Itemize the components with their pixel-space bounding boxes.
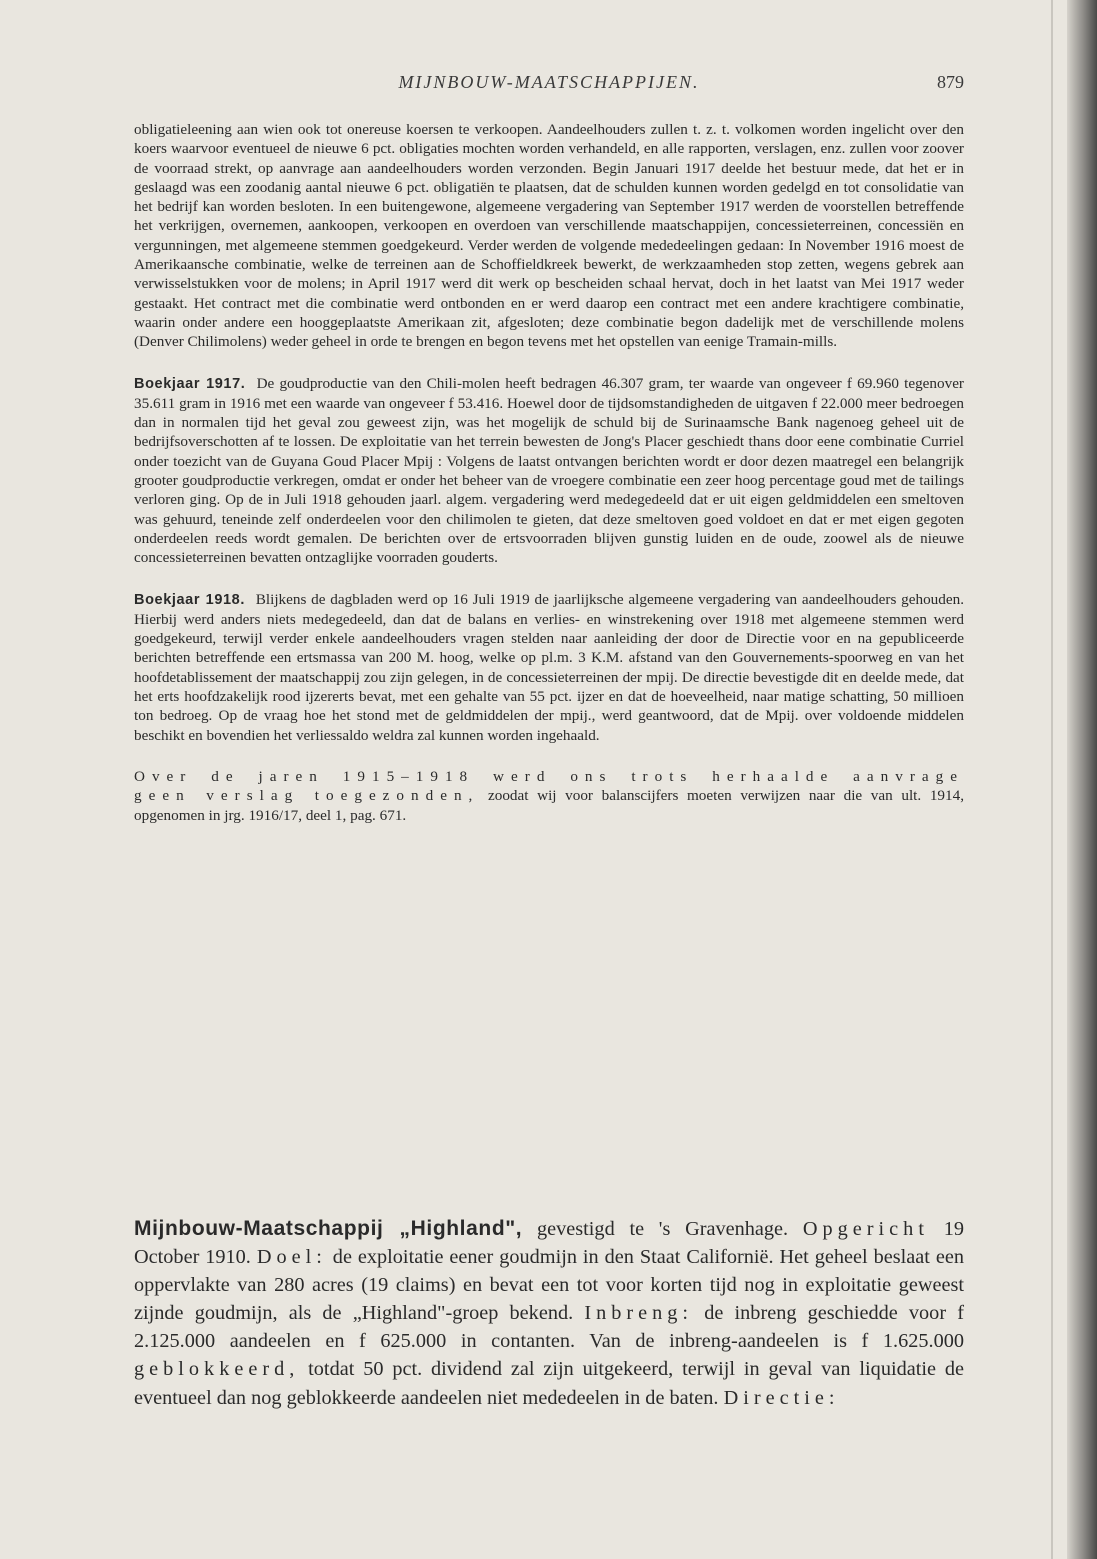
geblokkeerd-text: totdat 50 pct. dividend zal zijn uitgekeerd, terwijl in geval van liquidatie de eventueel dan nog geblokkeerde aandeelen niet mededeelen in de baten. — [134, 1358, 964, 1409]
opgericht-label: Opgericht — [802, 1218, 929, 1240]
page-edge-shadow — [1067, 0, 1097, 1559]
boekjaar-1917-heading: Boekjaar 1917. — [134, 375, 246, 392]
doel-label: Doel: — [256, 1246, 327, 1269]
running-title: MIJNBOUW-MAATSCHAPPIJEN. — [398, 72, 700, 92]
page-header — [134, 72, 964, 102]
closing-note-spaced: Over de jaren 1915–1918 werd ons trots herhaalde aanvrage geen verslag toegezonden, — [134, 767, 964, 805]
closing-note-rest: zoodat wij voor balanscijfers moeten verwijzen naar die van ult. 1914, opgenomen in jrg. 1916/17, deel 1, pag. 671. — [134, 787, 964, 824]
company-entry — [134, 1215, 964, 1412]
doel-text: de exploitatie eener goudmijn in den Staat Californië. Het geheel beslaat een oppervlakte van 280 acres (19 claims) en bevat een tot voor korten tijd nog in exploitatie geweest zijnde goudmijn, als de „Highland"-groep bekend. — [134, 1246, 964, 1325]
boekjaar-1917-text: De goudproductie van den Chili-molen heeft bedragen 46.307 gram, ter waarde van ongeveer f 69.960 tegenover 35.611 gram in 1916 met een waarde van ongeveer f 53.416. Hoewel door de tijdsomstandigheden de uitgaven f 22.000 meer bedroegen dan in normalen tijd het geval zou geweest zijn, was het mogelijk de schuld bij de Surinaamsche Bank nagenoeg geheel uit de bedrijfsoverschotten af te lossen. De exploitatie van het terrein bewesten de Jong's Placer geschiedt thans door eene combinatie Curriel onder toezicht van de Guyana Goud Placer Mpij : Volgens de laatst ontvangen berichten wordt er door dezen maatregel een belangrijk grooter goudproductie verkregen, omdat er onder het beheer van de vroegere combinatie een zeer hoog percentage goud met de tailings verloren ging. Op de in Juli 1918 gehouden jaarl. algem. vergadering werd medegedeeld dat er uit eigen geldmiddelen een smeltoven was gehuurd, teneinde zelf onderdeelen voor den chilimolen te gieten, dat deze smeltoven goed voldoet en dat er met eigen gegoten onderdeelen reeds wordt gemalen. De berichten over de ertsvoorraden blijven gunstig luiden en de oude, zoowel als de nieuwe concessieterreinen bevatten ontzaglijke voorraden gouderts. — [134, 374, 964, 567]
inbreng-label: Inbreng: — [584, 1302, 694, 1325]
company-location: gevestigd te 's Gravenhage. — [522, 1218, 803, 1240]
geblokkeerd-label: geblokkeerd, — [134, 1358, 300, 1381]
boekjaar-1917-paragraph — [134, 374, 964, 568]
boekjaar-1918-text: Blijkens de dagbladen werd op 16 Juli 1919 de jaarlijksche algemeene vergadering van aandeelhouders gehouden. Hierbij werd anders niets medegedeeld, dan dat de balans en verlies- en winstrekening over 1918 met algemeene stemmen werd goedgekeurd, terwijl verder enkele aandeelhouders vragen stelden naar aanleiding der door de Directie voor en na gepubliceerde berichten betreffende een ertsmassa van 200 M. hoog, welke op pl.m. 3 K.M. afstand van den Gouvernements-spoorweg en van het hoofdetablissement der maatschappij zou zijn gelegen, in de concessieterreinen der mpij. De directie bevestigde dit en deelde mede, dat het erts hoofdzakelijk rood ijzererts bevat, met een gehalte van 55 pct. ijzer en dat de hoeveelheid, naar matige schatting, 50 millioen ton bedroeg. Op de vraag hoe het stond met de geldmiddelen der mpij., werd geantwoord, dat de Mpij. over voldoende middelen beschikt en bovendien het verliessaldo weldra zal kunnen worden ingehaald. — [134, 590, 964, 744]
company-name: Mijnbouw-Maatschappij „Highland", — [134, 1217, 523, 1240]
inbreng-text: de inbreng geschiedde voor f 2.125.000 aandeelen en f 625.000 in contanten. Van de inbreng-aandeelen is f 1.625.000 — [134, 1302, 964, 1353]
closing-note — [134, 767, 964, 825]
opgericht-value: 19 October 1910. — [134, 1218, 964, 1269]
page-gutter-line — [1051, 0, 1053, 1559]
directie-label: Directie: — [723, 1386, 840, 1409]
intro-paragraph: obligatieleening aan wien ook tot onereuse koersen te verkoopen. Aandeelhouders zullen t. z. t. volkomen worden ingelicht over den koers waarvoor eventueel de nieuwe 6 pct. obligaties mochten worden verhandeld, en alle rapporten, verslagen, enz. zullen voor zoover de voorraad strekt, op aanvrage aan aandeelhouders worden verzonden. Begin Januari 1917 deelde het bestuur mede, dat het er in geslaagd was een zoodanig aantal nieuwe 6 pct. obligatiën te plaatsen, dat de schulden kunnen worden gedelgd en tot consolidatie van het bedrijf kan worden besloten. In een buitengewone, algemeene vergadering van September 1917 werden de voorstellen betreffende het verkrijgen, overnemen, aankoopen, verkoopen en overdoen van verschillende maatschappijen, concessieterreinen, concessiën en vergunningen, met algemeene stemmen goedgekeurd. Verder werden de volgende mededeelingen gedaan: In November 1916 moest de Amerikaansche combinatie, welke de terreinen aan de Schoffieldkreek bewerkt, de werkzaamheden stop zetten, wegens gebrek aan verwisselstukken voor de molens; in April 1917 werd dit werk op bescheiden schaal hervat, doch in het laatst van Mei 1917 weder gestaakt. Het contract met die combinatie werd ontbonden en er werd daarop een contract met een andere krachtigere combinatie, waarin onder andere een hooggeplaatste Amerikaan zit, afgesloten; deze combinatie begon dadelijk met de verschillende molens (Denver Chilimolens) weder geheel in orde te brengen en begon tevens met het opstellen van eenige Tramain-mills. — [134, 121, 964, 351]
boekjaar-1918-heading: Boekjaar 1918. — [134, 591, 245, 608]
page-number: 879 — [937, 72, 964, 92]
main-text — [134, 120, 964, 825]
boekjaar-1918-paragraph — [134, 590, 964, 745]
